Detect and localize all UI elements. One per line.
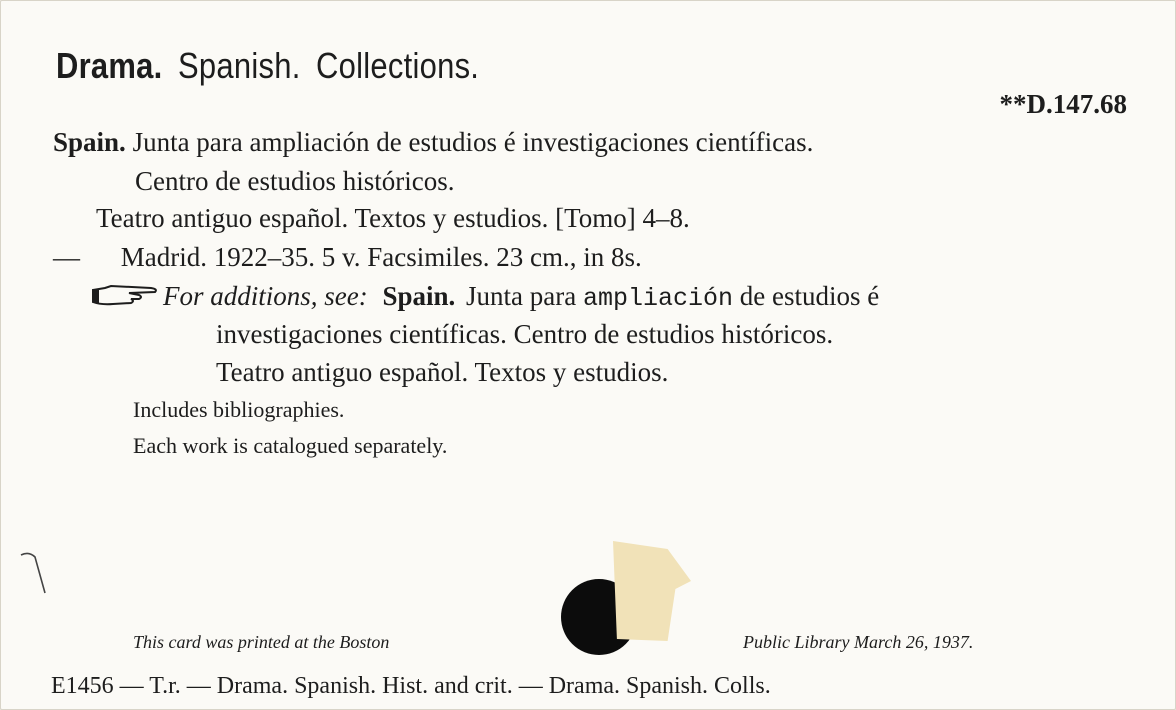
note-bibliographies: Includes bibliographies. bbox=[133, 397, 345, 422]
additions-text-before: Junta para bbox=[466, 281, 577, 311]
pointing-hand-icon bbox=[91, 282, 161, 315]
imprint-text: Madrid. 1922–35. 5 v. Facsimiles. 23 cm., in 8s. bbox=[120, 242, 642, 272]
main-entry-author: Spain. bbox=[53, 127, 126, 157]
pencil-mark bbox=[19, 549, 59, 601]
additions-see-author: Spain. bbox=[382, 281, 456, 311]
call-number: **D.147.68 bbox=[999, 89, 1127, 119]
subject-heading-sub1: Spanish. bbox=[178, 45, 301, 86]
tracings: E1456 — T.r. — Drama. Spanish. Hist. and crit. — Drama. Spanish. Colls. bbox=[51, 673, 771, 699]
main-entry-author-rest: Junta para ampliación de estudios é investigaciones científicas. bbox=[132, 127, 814, 157]
subject-heading-main: Drama. bbox=[56, 45, 163, 86]
imprint-line bbox=[53, 242, 642, 273]
additions-line2: investigaciones científicas. Centro de estudios históricos. bbox=[216, 319, 834, 349]
subject-heading-sub2: Collections. bbox=[316, 45, 480, 86]
additions-prefix: For additions, see: bbox=[163, 281, 368, 311]
printed-note-right: Public Library March 26, 1937. bbox=[743, 632, 974, 652]
title-line: Teatro antiguo español. Textos y estudios. [Tomo] 4–8. bbox=[96, 203, 690, 233]
subject-heading bbox=[56, 45, 495, 87]
additions-typed-word: ampliación bbox=[583, 284, 734, 313]
tape-patch bbox=[613, 541, 691, 641]
main-entry-line2: Centro de estudios históricos. bbox=[135, 166, 455, 196]
printed-note-left: This card was printed at the Boston bbox=[133, 632, 390, 652]
additions-line3: Teatro antiguo español. Textos y estudios. bbox=[216, 357, 669, 387]
additions-line1 bbox=[91, 281, 879, 315]
additions-text-after: de estudios é bbox=[739, 281, 880, 311]
imprint-dash: — bbox=[53, 242, 80, 272]
main-entry-line1 bbox=[53, 127, 813, 158]
note-catalogued: Each work is catalogued separately. bbox=[133, 433, 448, 458]
